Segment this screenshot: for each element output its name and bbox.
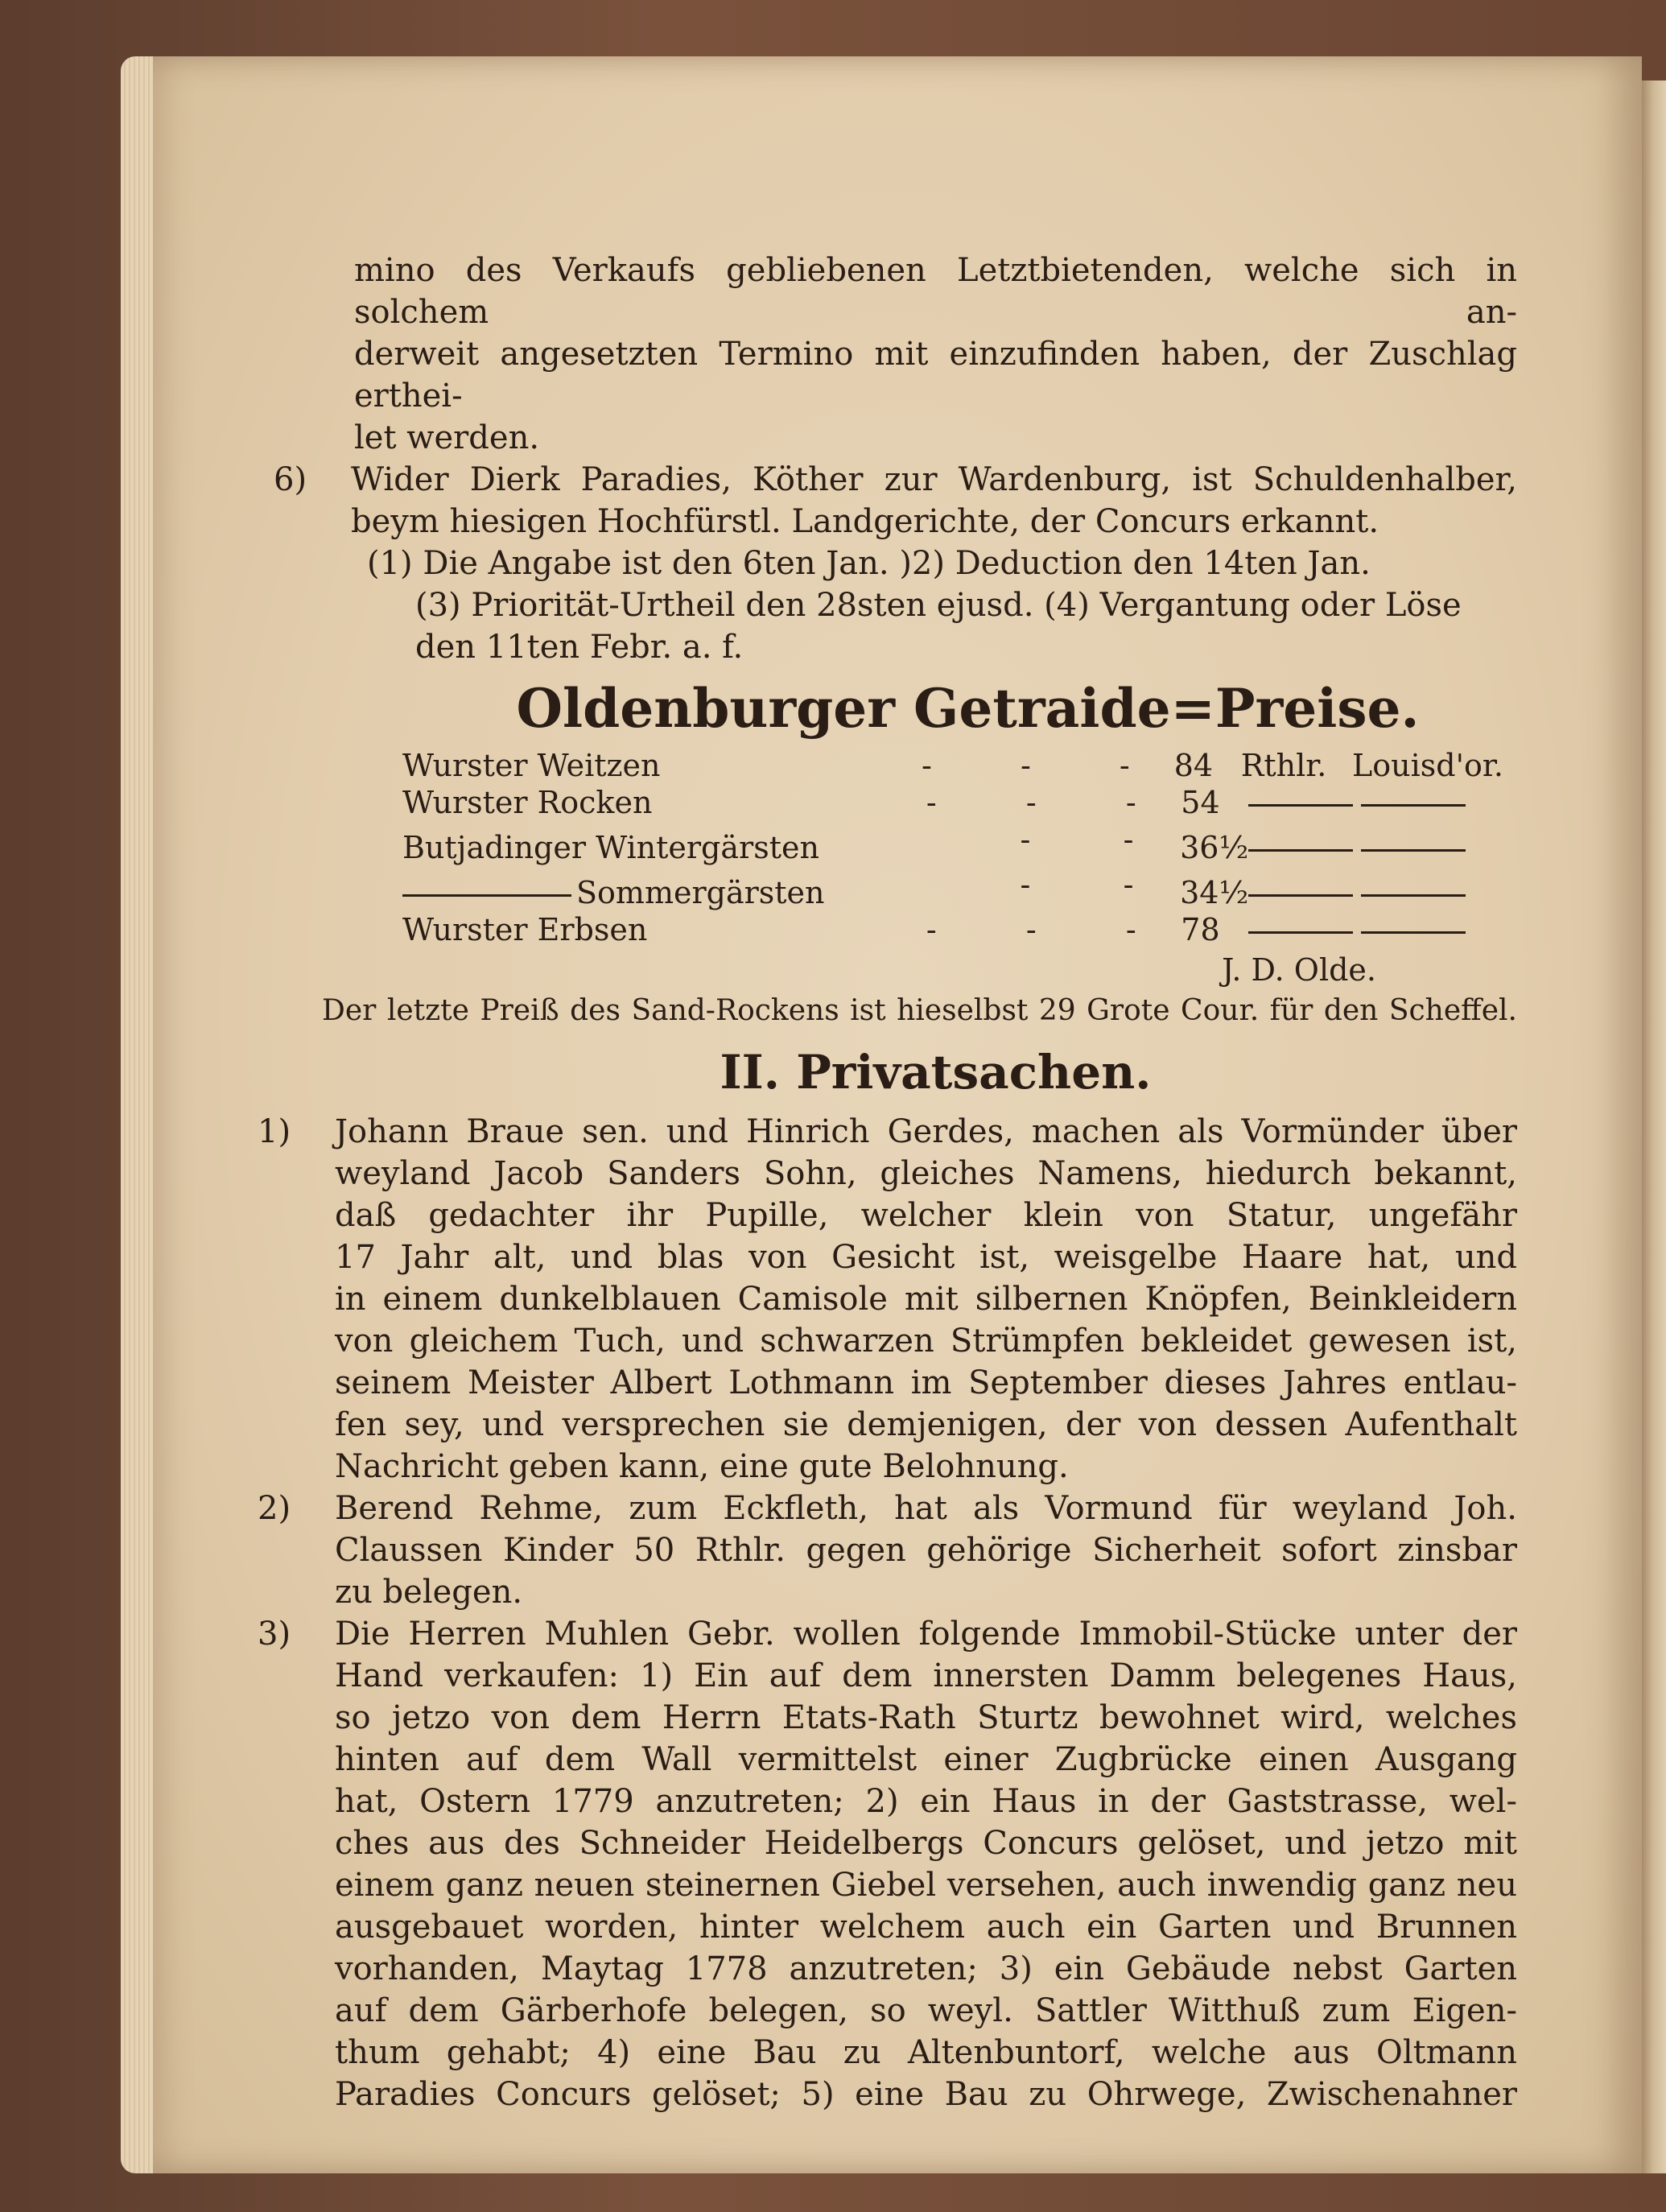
text-line: derweit angesetzten Termino mit einzufinden haben, der Zuschlag erthei- bbox=[354, 336, 1517, 415]
page-text bbox=[258, 250, 1517, 2115]
text-line: seinem Meister Albert Lothmann im September dieses Jahres entlau- bbox=[335, 1364, 1517, 1401]
text-line: daß gedachter ihr Pupille, welcher klein von Statur, ungefähr bbox=[335, 1197, 1517, 1234]
text-line: (3) Priorität-Urtheil den 28sten ejusd. (4) Vergantung oder Löse bbox=[415, 587, 1462, 624]
ditto-line bbox=[1248, 849, 1353, 852]
notice-item-2 bbox=[258, 1488, 1517, 1613]
text-line: zu belegen. bbox=[335, 1574, 523, 1611]
ditto-line bbox=[1361, 804, 1466, 807]
text-line: fen sey, und versprechen sie demjenigen, der von dessen Aufenthalt bbox=[335, 1406, 1517, 1443]
ditto-line bbox=[1361, 849, 1466, 852]
price-value: 78 bbox=[1181, 912, 1220, 947]
signature: J. D. Olde. bbox=[1222, 952, 1376, 988]
grain-name: Sommergärsten bbox=[576, 875, 825, 910]
ditto-line bbox=[1361, 894, 1466, 897]
text-line: Die Herren Muhlen Gebr. wollen folgende Immobil-Stücke unter der bbox=[335, 1616, 1517, 1653]
text-line: von gleichem Tuch, und schwarzen Strümpfen bekleidet gewesen ist, bbox=[335, 1323, 1517, 1360]
dash: - bbox=[1020, 867, 1031, 902]
item-number: 2) bbox=[258, 1490, 291, 1527]
text-line: beym hiesigen Hochfürstl. Landgerichte, der Concurs erkannt. bbox=[351, 503, 1379, 540]
continuation-paragraph bbox=[354, 250, 1517, 459]
price-row bbox=[402, 866, 1473, 911]
item-number: 1) bbox=[258, 1113, 291, 1150]
dash: - bbox=[926, 785, 937, 820]
ditto-line bbox=[402, 894, 571, 897]
text-line: Claussen Kinder 50 Rthlr. gegen gehörige Sicherheit sofort zinsbar bbox=[335, 1532, 1517, 1569]
item-number: 3) bbox=[258, 1616, 291, 1653]
dash: - bbox=[1119, 748, 1130, 783]
price-row bbox=[402, 821, 1473, 866]
text-line: hinten auf dem Wall vermittelst einer Zugbrücke einen Ausgang bbox=[335, 1741, 1517, 1778]
dash: - bbox=[1123, 867, 1134, 902]
text-line: Berend Rehme, zum Eckfleth, hat als Vormund für weyland Joh. bbox=[335, 1490, 1517, 1527]
grain-name: Wurster Weitzen bbox=[402, 748, 661, 783]
text-line: in einem dunkelblauen Camisole mit silbernen Knöpfen, Beinkleidern bbox=[335, 1281, 1517, 1318]
section-heading: II. Privatsachen. bbox=[720, 1045, 1152, 1100]
price-table bbox=[402, 747, 1503, 988]
price-value: 54 bbox=[1181, 785, 1220, 820]
unit-louisdor: Louisd'or. bbox=[1352, 748, 1503, 783]
text-line: mino des Verkaufs gebliebenen Letztbietenden, welche sich in solchem an- bbox=[354, 252, 1517, 331]
ditto-line bbox=[1248, 894, 1353, 897]
dash: - bbox=[922, 748, 932, 783]
text-line: Wider Dierk Paradies, Köther zur Wardenburg, ist Schuldenhalber, bbox=[351, 461, 1517, 498]
text-line: den 11ten Febr. a. f. bbox=[415, 629, 744, 666]
prices-heading: Oldenburger Getraide=Preise. bbox=[516, 677, 1420, 740]
dash: - bbox=[926, 912, 937, 947]
price-footnote: Der letzte Preiß des Sand-Rockens ist hieselbst 29 Grote Cour. für den Scheffel. bbox=[322, 994, 1517, 1027]
notice-item-3 bbox=[258, 1613, 1517, 2115]
text-line: ches aus des Schneider Heidelbergs Concurs gelöset, und jetzo mit bbox=[335, 1825, 1517, 1862]
text-line: (1) Die Angabe ist den 6ten Jan. )2) Deduction den 14ten Jan. bbox=[367, 545, 1371, 582]
item-number: 6) bbox=[274, 461, 307, 498]
text-line: hat, Ostern 1779 anzutreten; 2) ein Haus in der Gaststrasse, wel- bbox=[335, 1783, 1517, 1820]
text-line: Hand verkaufen: 1) Ein auf dem innersten Damm belegenes Haus, bbox=[335, 1657, 1517, 1694]
grain-name: Wurster Erbsen bbox=[402, 912, 648, 947]
notice-item-6 bbox=[274, 459, 1517, 668]
text-line: ausgebauet worden, hinter welchem auch ein Garten und Brunnen bbox=[335, 1909, 1517, 1946]
price-value: 34½ bbox=[1180, 875, 1249, 910]
text-line: weyland Jacob Sanders Sohn, gleiches Namens, hiedurch bekannt, bbox=[335, 1155, 1517, 1192]
text-line: Nachricht geben kann, eine gute Belohnung. bbox=[335, 1448, 1069, 1485]
text-line: 17 Jahr alt, und blas von Gesicht ist, weisgelbe Haare hat, und bbox=[335, 1239, 1517, 1276]
ditto-line bbox=[1248, 931, 1353, 934]
dash: - bbox=[1125, 912, 1136, 947]
grain-name: Butjadinger Wintergärsten bbox=[402, 830, 819, 865]
dash: - bbox=[1125, 785, 1136, 820]
text-line: Paradies Concurs gelöset; 5) eine Bau zu Ohrwege, Zwischenahner bbox=[335, 2076, 1517, 2113]
text-line: auf dem Gärberhofe belegen, so weyl. Sattler Witthuß zum Eigen- bbox=[335, 1992, 1517, 2029]
text-line: vorhanden, Maytag 1778 anzutreten; 3) ein Gebäude nebst Garten bbox=[335, 1950, 1517, 1987]
dash: - bbox=[1020, 822, 1031, 857]
text-line: einem ganz neuen steinernen Giebel versehen, auch inwendig ganz neu bbox=[335, 1867, 1517, 1904]
dash: - bbox=[1025, 912, 1037, 947]
text-line: so jetzo von dem Herrn Etats-Rath Sturtz bewohnet wird, welches bbox=[335, 1699, 1517, 1736]
ditto-line bbox=[1361, 931, 1466, 934]
dash: - bbox=[1123, 822, 1134, 857]
price-row bbox=[402, 747, 1503, 784]
ditto-line bbox=[1248, 804, 1353, 807]
price-value: 84 bbox=[1173, 748, 1214, 783]
dash: - bbox=[1020, 748, 1031, 783]
dash: - bbox=[1025, 785, 1037, 820]
grain-name: Wurster Rocken bbox=[402, 785, 653, 820]
notice-item-1 bbox=[258, 1111, 1517, 1488]
price-row bbox=[402, 911, 1473, 948]
price-value: 36½ bbox=[1180, 830, 1249, 865]
text-line: let werden. bbox=[354, 419, 540, 456]
text-line: thum gehabt; 4) eine Bau zu Altenbuntorf, welche aus Oltmann bbox=[335, 2034, 1517, 2071]
price-row bbox=[402, 784, 1473, 821]
unit-rthlr: Rthlr. bbox=[1240, 748, 1327, 783]
text-line: Johann Braue sen. und Hinrich Gerdes, machen als Vormünder über bbox=[335, 1113, 1517, 1150]
